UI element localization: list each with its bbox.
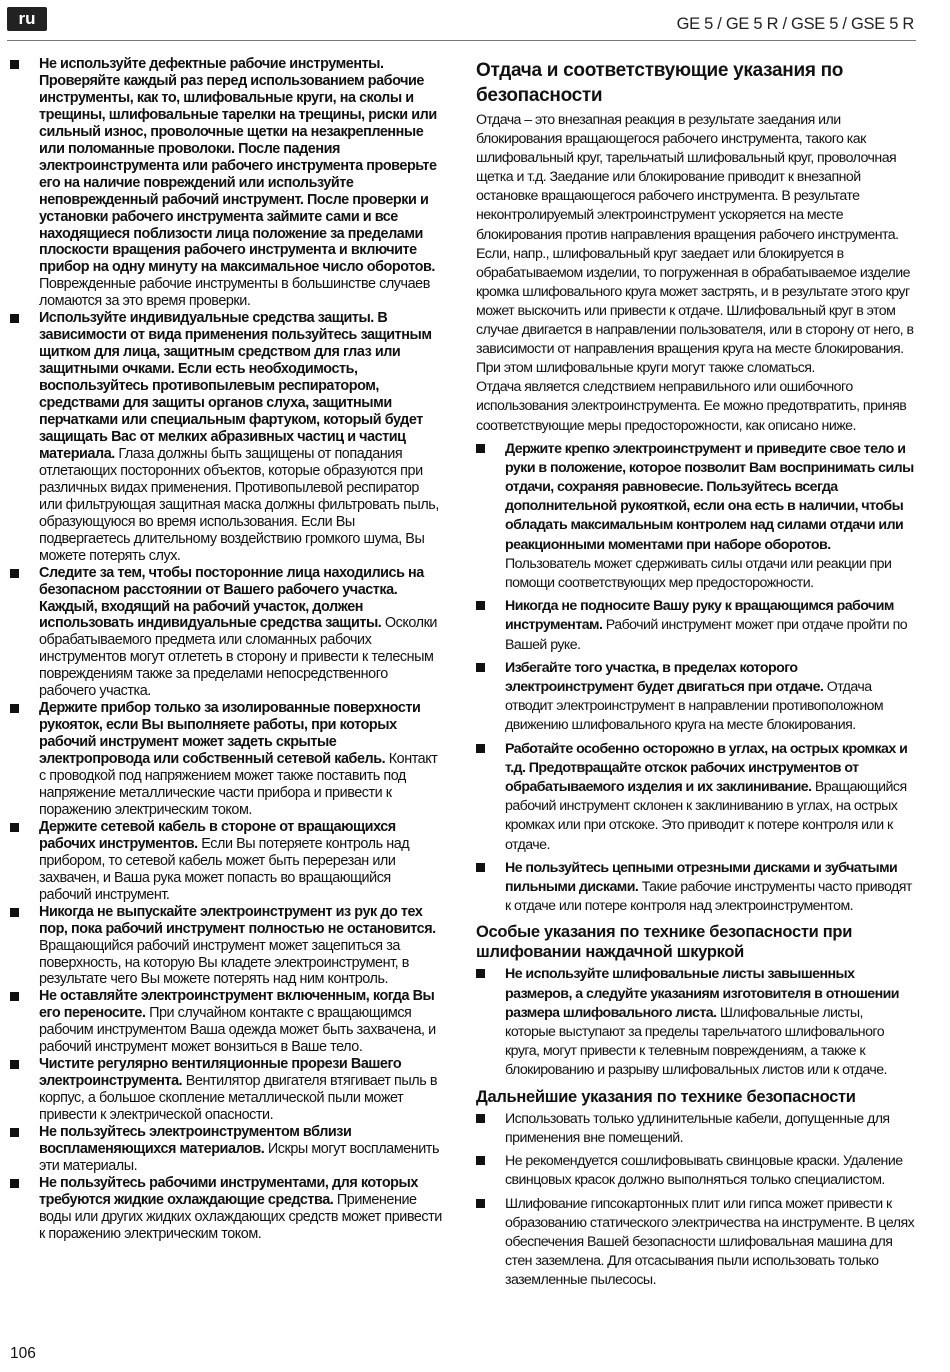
item-bold-text: Не используйте дефектные рабочие инструменты. Проверяйте каждый раз перед использованием рабочие инструменты, как то, шлифовальные круги, на сколы и трещины, шлифовальные тарелки на трещины, риски или сильный износ, проволочные щетки на незакрепленные или поломанные проволоки. После падения электроинструмента или рабочего инструмента проверьте его на наличие повреждений или используйте неповрежденный рабочий инструмент. После проверки и установки рабочего инструмента займите сами и все находящиеся поблизости лица положение за пределами плоскости вращения рабочего инструмента и включите прибор на одну минуту на максимальное число оборотов. bbox=[39, 56, 437, 276]
list-item bbox=[476, 965, 916, 1080]
item-normal-text: Глаза должны быть защищены от попадания отлетающих посторонних объектов, которые образуются при различных видах применения. Противопылевой респиратор или фильтрующая защитная маска должны фильтровать пыль, образующуюся во время использования. Если Вы подвергаетесь длительному воздействию громкого шума, Вы можете потерять слух. bbox=[39, 445, 439, 564]
page-header bbox=[0, 0, 950, 40]
paragraph: Отдача – это внезапная реакция в результате заедания или блокирования вращающегося рабочего инструмента, такого как шлифовальный круг, тарельчатый шлифовальный круг, проволочная щетка и т.д. Заедание или блокирование приводит к внезапной остановке вращающегося рабочего инструмента. В результате неконтролируемый электроинструмент ускоряется на месте блокирования против направления вращения рабочего инструмента. Если, напр., шлифовальный круг заедает или блокируется в обрабатываемом изделии, то погруженная в обрабатываемое изделие кромка шлифовального круга может застрять, и в результате этого круг может выскочить или привести к отдаче. Шлифовальный круг в этом случае двигается в направлении пользователя, или в сторону от него, в зависимости от направления вращения круга на месте блокирования. При этом шлифовальные круги могут также сломаться. bbox=[476, 112, 914, 377]
item-bold-text: Держите прибор только за изолированные поверхности рукояток, если Вы выполняете работы, при которых рабочий инструмент может задеть скрытые электропровода или собственный сетевой кабель. bbox=[39, 700, 421, 768]
item-text bbox=[39, 700, 442, 819]
item-text bbox=[505, 597, 916, 655]
item-normal-text: При случайном контакте с вращающимся рабочим инструментом Ваша одежда может быть захвачена, и рабочий инструмент может вонзиться в Ваше тело. bbox=[39, 1005, 436, 1056]
model-title: GE 5 / GE 5 R / GSE 5 / GSE 5 R bbox=[676, 15, 914, 33]
header-rule bbox=[7, 40, 916, 41]
item-text bbox=[505, 440, 916, 594]
bullet-square-icon bbox=[10, 908, 19, 917]
item-text bbox=[39, 988, 442, 1056]
item-text bbox=[39, 310, 442, 564]
item-normal-text: Отдача отводит электроинструмент в направлении противоположном движению шлифовального круга на месте блокирования. bbox=[505, 679, 884, 734]
item-text bbox=[39, 1056, 442, 1124]
item-text bbox=[505, 659, 916, 736]
paragraph: Отдача является следствием неправильного или ошибочного использования электроинструмента. Ее можно предотвратить, приняв соответствующие меры предосторожности, как описано ниже. bbox=[476, 379, 907, 434]
item-text bbox=[505, 740, 916, 855]
item-bold-text: Не оставляйте электроинструмент включенным, когда Вы его переносите. bbox=[39, 988, 435, 1022]
left-column bbox=[10, 56, 442, 1243]
list-item bbox=[10, 565, 442, 701]
language-tab: ru bbox=[7, 7, 47, 31]
item-bold-text: Держите крепко электроинструмент и приведите свое тело и руки в положение, которое позволит Вам воспринимать силы отдачи, сохраняя равновесие. Пользуйтесь всегда дополнительной рукояткой, если она есть в наличии, чтобы обладать максимальным контролем над силами отдачи или реакционными моментами при наборе оборотов. bbox=[505, 440, 914, 553]
item-text bbox=[505, 859, 916, 917]
bullet-square-icon bbox=[10, 992, 19, 1001]
list-item bbox=[10, 988, 442, 1056]
item-text bbox=[39, 904, 442, 989]
bullet-square-icon bbox=[10, 60, 19, 69]
list-item bbox=[10, 904, 442, 989]
item-bold-text: Не пользуйтесь рабочими инструментами, для которых требуются жидкие охлаждающие средства. bbox=[39, 1174, 418, 1208]
list-item bbox=[10, 56, 442, 310]
item-text: Шлифование гипсокартонных плит или гипса может привести к образованию статического электричества на инструменте. В целях обеспечения Вашей безопасности шлифовальная машина для стен заземлена. Для отсасывания пыли использовать только заземленные пылесосы. bbox=[505, 1195, 915, 1289]
bullet-square-icon bbox=[10, 569, 19, 578]
list-item bbox=[476, 597, 916, 655]
item-bold-text: Никогда не выпускайте электроинструмент из рук до тех пор, пока рабочий инструмент полностью не остановится. bbox=[39, 903, 436, 937]
item-normal-text: Шлифовальные листы, которые выступают за пределы тарельчатого шлифовального круга, могут привести к телевным повреждениям, а также к блокированию и разрыву шлифовальных листов или к отдаче. bbox=[505, 1004, 887, 1079]
item-text bbox=[505, 965, 916, 1080]
item-bold-text: Никогда не подносите Вашу руку к вращающимся рабочим инструментам. bbox=[505, 598, 894, 634]
item-normal-text: Рабочий инструмент может при отдаче пройти по Вашей руке. bbox=[505, 617, 908, 653]
list-item bbox=[10, 1124, 442, 1175]
list-item bbox=[476, 1110, 916, 1148]
item-bold-text: Используйте индивидуальные средства защиты. В зависимости от вида применения пользуйтесь защитным щитком для лица, защитным средством для глаз или защитными очками. Если есть необходимость, воспользуйтесь противопылевым респиратором, средствами для защиты органов слуха, защитными перчатками или специальным фартуком, который будет защищать Вас от мелких абразивных частиц и частиц материала. bbox=[39, 310, 432, 462]
item-normal-text: Искры могут воспламенить эти материалы. bbox=[39, 1141, 440, 1174]
list-item bbox=[476, 1152, 916, 1190]
list-item bbox=[10, 1056, 442, 1124]
item-normal-text: Если Вы потеряете контроль над прибором, то сетевой кабель может быть перерезан или захвачен, и Ваша рука может попасть во вращающийся рабочий инструмент. bbox=[39, 835, 410, 903]
item-normal-text: Осколки обрабатываемого предмета или сломанных рабочих инструментов могут отлететь в сторону и привести к телесным повреждениям также за пределами непосредственного рабочего участка. bbox=[39, 615, 438, 700]
item-normal-text: Вращающийся рабочий инструмент склонен к заклиниванию в углах, на острых кромках или при отскоке. Это приводит к потере контроля или к отдаче. bbox=[505, 779, 907, 853]
item-bold-text: Избегайте того участка, в пределах которого электроинструмент будет двигаться при отдаче. bbox=[505, 659, 824, 696]
item-normal-text: Контакт с проводкой под напряжением может также поставить под напряжение металлические части прибора и привести к поражению электрическим током. bbox=[39, 751, 438, 818]
bullet-square-icon bbox=[476, 601, 485, 610]
list-item bbox=[10, 1175, 442, 1243]
item-bold-text: Работайте особенно осторожно в углах, на острых кромках и т.д. Предотвращайте отскок рабочих инструментов от обрабатываемого изделия и их заклинивание. bbox=[505, 740, 908, 796]
item-normal-text: Вращающийся рабочий инструмент может зацепиться за поверхность, на которую Вы кладете электроинструмент, в результате чего Вы можете потерять над ним контроль. bbox=[39, 937, 409, 988]
bullet-square-icon bbox=[476, 444, 485, 453]
bullet-square-icon bbox=[476, 1156, 485, 1165]
bullet-square-icon bbox=[10, 314, 19, 323]
list-item bbox=[476, 1195, 916, 1291]
item-normal-text: Вентилятор двигателя втягивает пыль в корпус, а большое скопление металлической пыли может привести к электрической опасности. bbox=[39, 1073, 438, 1124]
item-text: Использовать только удлинительные кабели, допущенные для применения вне помещений. bbox=[505, 1110, 890, 1146]
list-item bbox=[476, 440, 916, 594]
bullet-square-icon bbox=[10, 1060, 19, 1069]
item-text bbox=[39, 1175, 442, 1243]
right-column bbox=[476, 58, 916, 1295]
list-item bbox=[10, 819, 442, 904]
list-item bbox=[476, 859, 916, 917]
item-bold-text: Не пользуйтесь электроинструментом вблизи воспламеняющихся материалов. bbox=[39, 1124, 352, 1157]
bullet-square-icon bbox=[476, 744, 485, 753]
bullet-square-icon bbox=[10, 1179, 19, 1188]
item-text: Не рекомендуется сошлифовывать свинцовые краски. Удаление свинцовых красок должно выполняться только специалистом. bbox=[505, 1153, 903, 1189]
page-number: 106 bbox=[10, 1345, 36, 1362]
section-heading-kickback: Отдача и соответствующие указания по безопасности bbox=[476, 60, 844, 106]
bullet-square-icon bbox=[10, 823, 19, 832]
bullet-square-icon bbox=[476, 969, 485, 978]
item-bold-text: Не используйте шлифовальные листы завышенных размеров, а следуйте указаниям изготовителя в отношении размера шлифовального листа. bbox=[505, 966, 899, 1021]
item-text bbox=[39, 56, 442, 310]
list-item bbox=[10, 700, 442, 819]
item-text bbox=[39, 565, 442, 701]
list-item bbox=[476, 659, 916, 736]
item-normal-text: Поврежденные рабочие инструменты в большинстве случаев ломаются за это время проверки. bbox=[39, 276, 430, 310]
list-item bbox=[10, 310, 442, 564]
bullet-square-icon bbox=[476, 863, 485, 872]
section-heading-further-safety: Дальнейшие указания по технике безопасности bbox=[476, 1087, 856, 1106]
bullet-square-icon bbox=[10, 704, 19, 713]
item-normal-text: Применение воды или других жидких охлаждающих средств может привести к поражению электрическим током. bbox=[39, 1191, 442, 1242]
bullet-square-icon bbox=[10, 1128, 19, 1137]
item-text bbox=[39, 1124, 442, 1175]
item-text bbox=[39, 819, 442, 904]
section-heading-sanding: Особые указания по технике безопасности при шлифовании наждачной шкуркой bbox=[476, 923, 853, 962]
item-bold-text: Следите за тем, чтобы посторонние лица находились на безопасном расстоянии от Вашего рабочего участка. Каждый, входящий на рабочий участок, должен использовать индивидуальные средства защиты. bbox=[39, 564, 424, 632]
bullet-square-icon bbox=[476, 1199, 485, 1208]
list-item bbox=[476, 740, 916, 855]
bullet-square-icon bbox=[476, 663, 485, 672]
item-bold-text: Держите сетевой кабель в стороне от вращающихся рабочих инструментов. bbox=[39, 818, 396, 852]
bullet-square-icon bbox=[476, 1114, 485, 1123]
item-normal-text: Пользователь может сдерживать силы отдачи или реакции при помощи соответствующих мер предосторожности. bbox=[505, 555, 892, 592]
item-normal-text: Такие рабочие инструменты часто приводят к отдаче или потере контроля над электроинструментом. bbox=[505, 879, 912, 915]
item-bold-text: Чистите регулярно вентиляционные прорези Вашего электроинструмента. bbox=[39, 1056, 402, 1090]
item-bold-text: Не пользуйтесь цепными отрезными дисками и зубчатыми пильными дисками. bbox=[505, 859, 898, 896]
